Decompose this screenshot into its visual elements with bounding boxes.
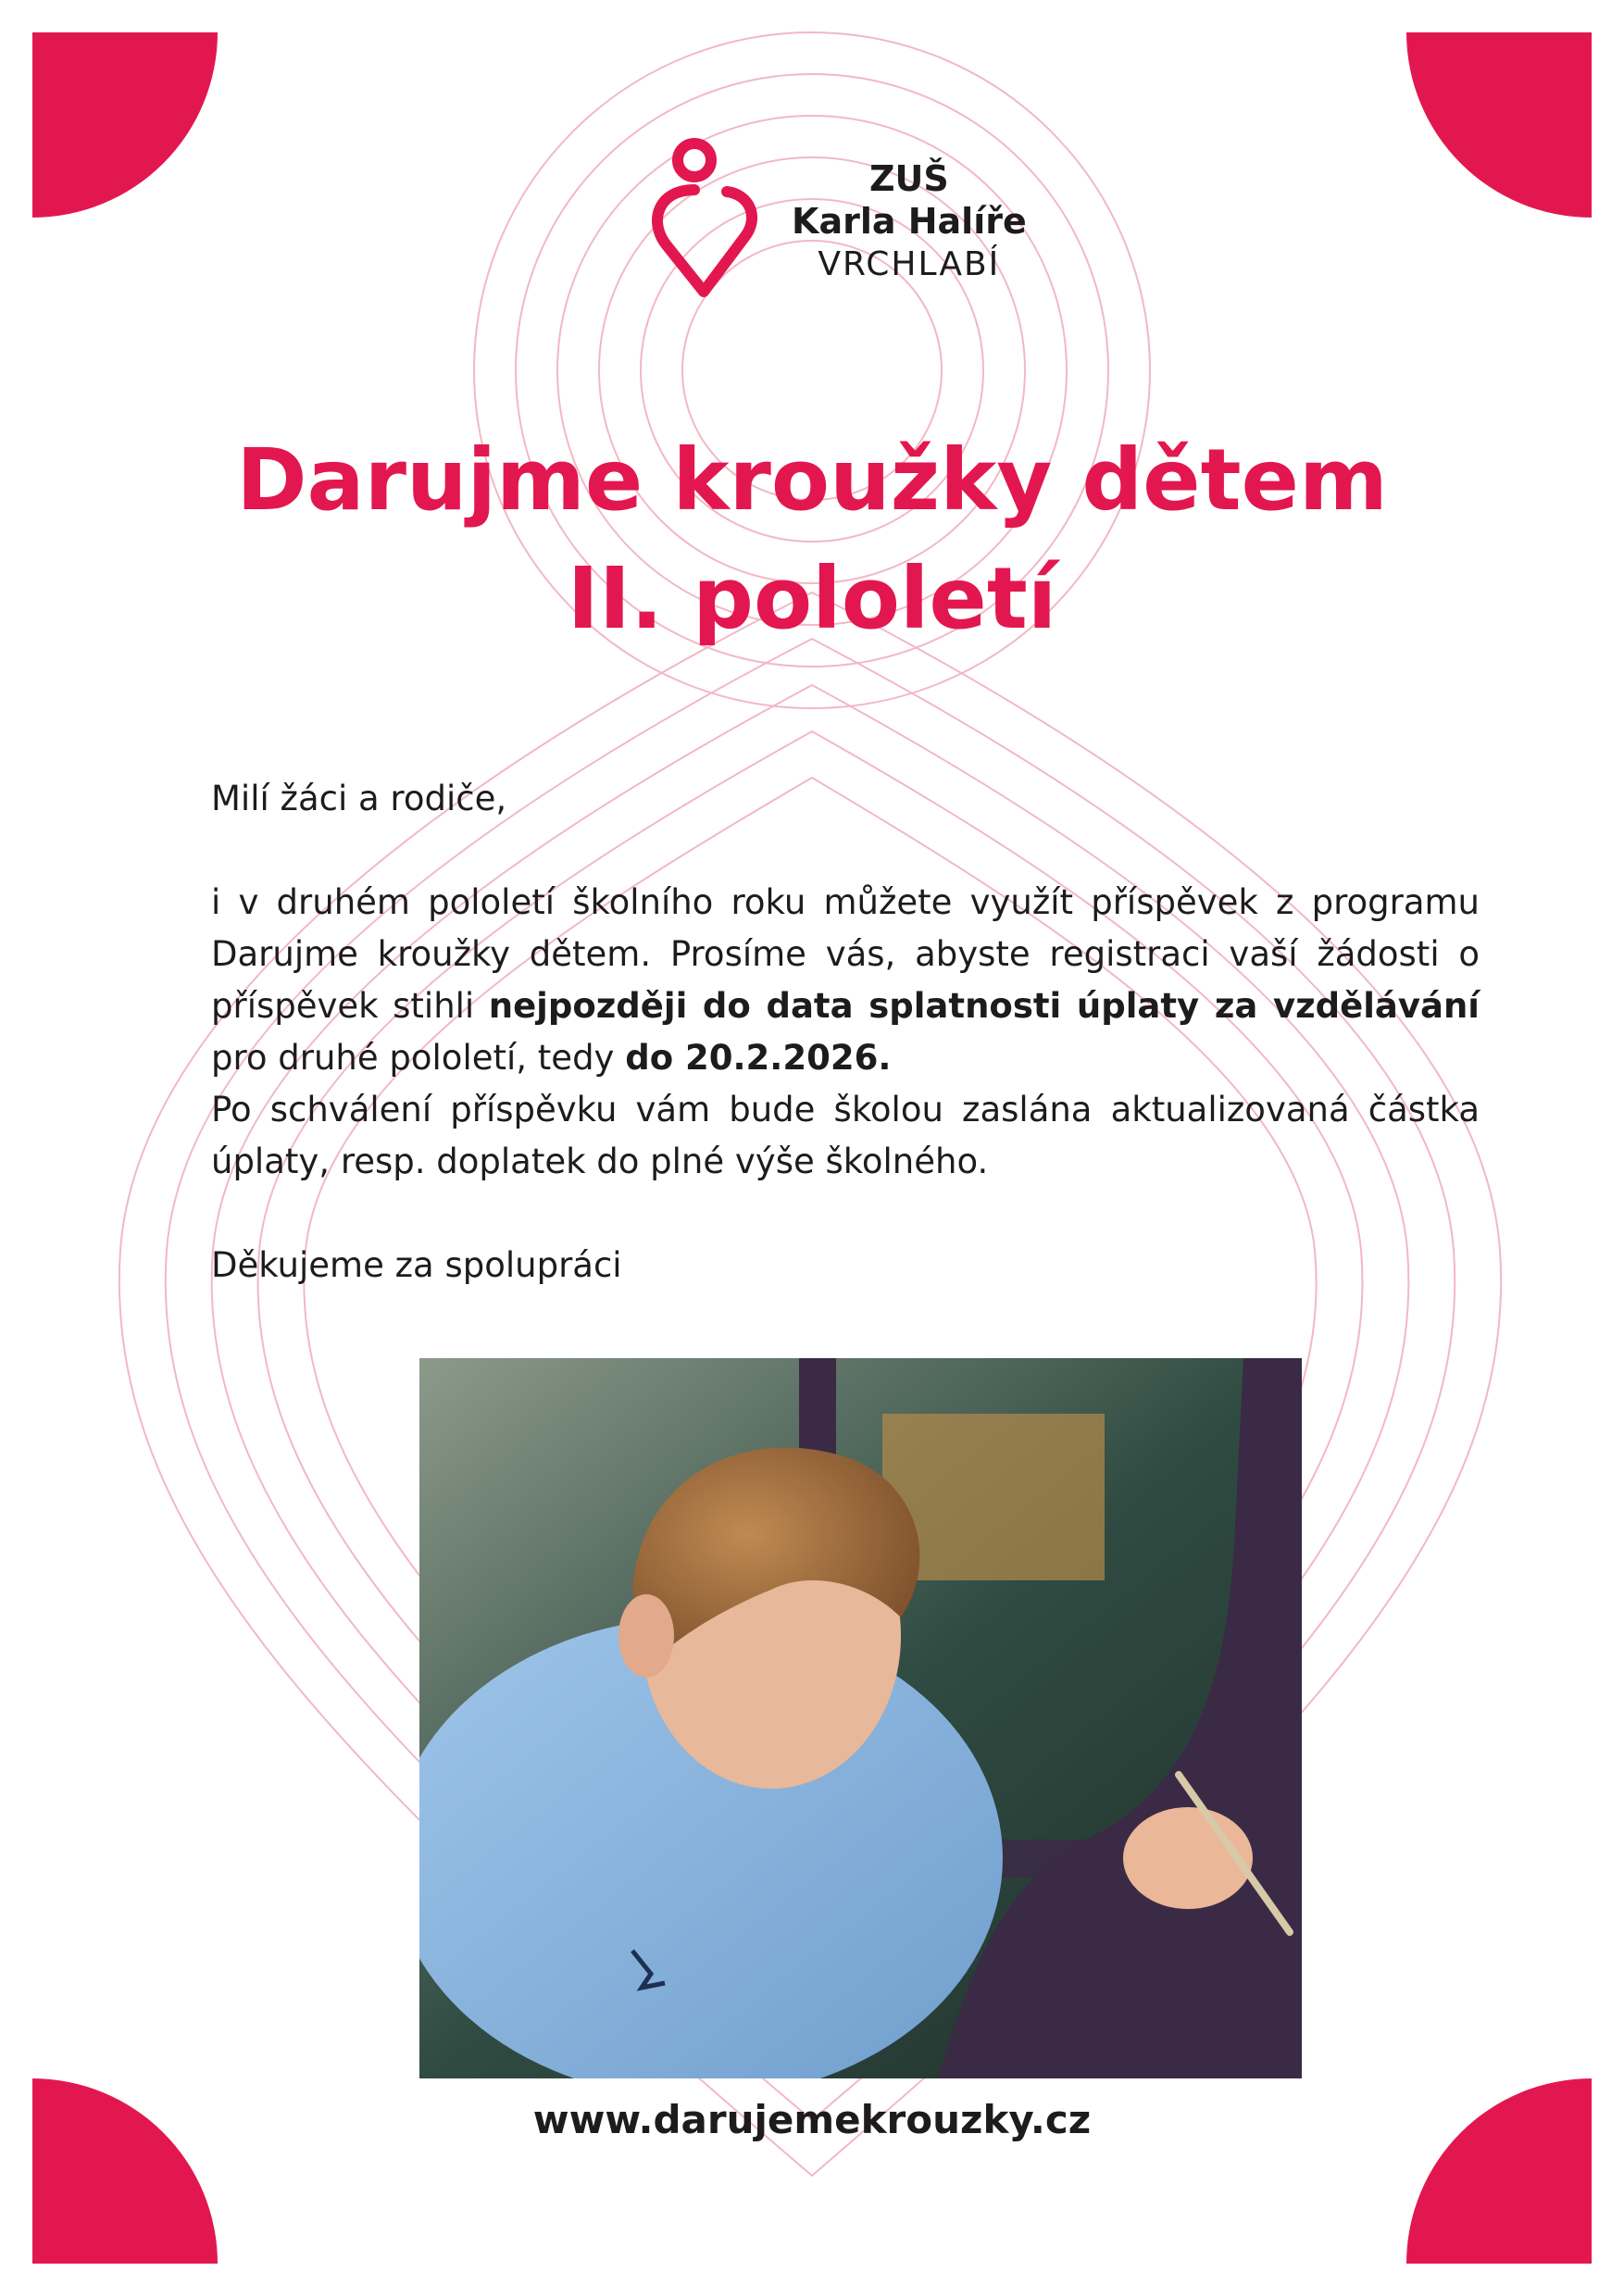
photo-illustration [419, 1358, 1302, 2078]
paragraph-main [211, 877, 1480, 1084]
deadline-date: do 20.2.2026. [625, 1038, 892, 1078]
school-name [792, 157, 1027, 287]
title-line-2: II. pololetí [567, 549, 1057, 648]
closing: Děkujeme za spolupráci [211, 1245, 622, 1285]
title-line-1: Darujme kroužky dětem [236, 430, 1388, 530]
school-logo-icon [639, 134, 768, 301]
school-abbrev: ZUŠ [868, 158, 949, 199]
website-url[interactable]: www.darujemekrouzky.cz [532, 2097, 1092, 2142]
photo-boy-painting [419, 1358, 1302, 2078]
school-city: VRCHLABÍ [818, 245, 1001, 283]
school-name-main: Karla Halíře [792, 201, 1027, 242]
deadline-emphasis: nejpozději do data splatnosti úplaty za vzdělávání [488, 986, 1480, 1026]
greeting: Milí žáci a rodiče, [211, 779, 507, 818]
letter-body [211, 773, 1480, 1292]
page-title [0, 421, 1624, 658]
paragraph-main-text-1: i v druhém pololetí školního roku můžete využít příspěvek z programu Darujme kroužky dětem. Prosíme vás, abyste registraci vaší žádosti o příspěvek stihli [211, 882, 1480, 1026]
paragraph-main-text-2: pro druhé pololetí, tedy [211, 1038, 626, 1078]
paragraph-approval: Po schválení příspěvku vám bude školou zaslána aktualizovaná částka úplaty, resp. doplatek do plné výše školného. [211, 1090, 1480, 1181]
